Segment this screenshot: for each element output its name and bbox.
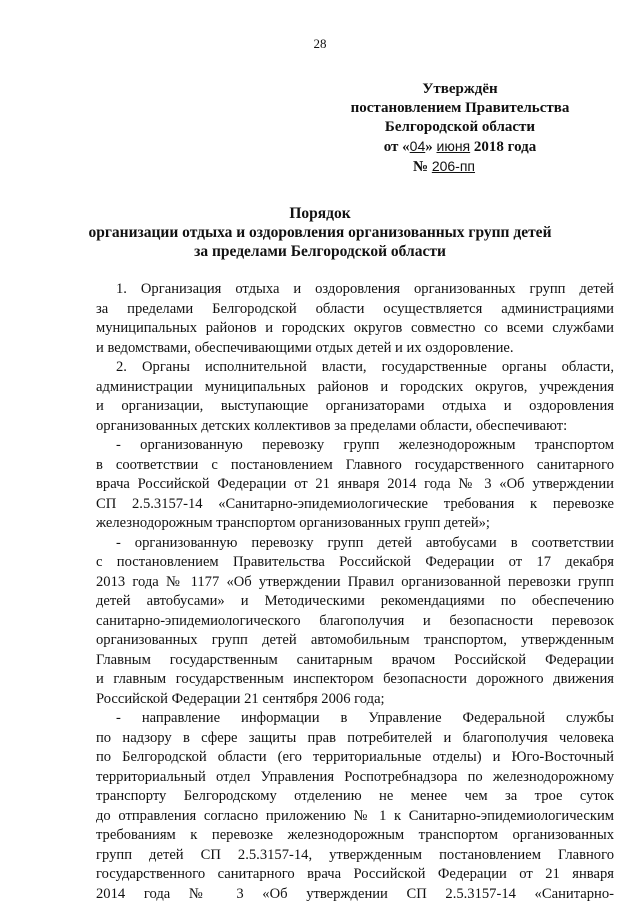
approval-date	[330, 137, 590, 157]
body-line: 2. Органы исполнительной власти, государственные органы области,	[116, 359, 614, 375]
title-line-1: Порядок	[289, 205, 351, 222]
body-line: требованиям к перевозке железнодорожным транспортом организованных	[96, 827, 614, 843]
date-year: 2018 года	[473, 139, 537, 155]
page-number: 28	[313, 36, 327, 51]
body-line: организованных детских коллективов за пределами области, обеспечивают:	[96, 417, 568, 434]
body-line: врача Российской Федерации от 21 января 2014 года № 3 «Об утверждении	[96, 476, 614, 492]
body-line: и ведомствами, обеспечивающими отдых детей и их оздоровление.	[96, 339, 514, 356]
approval-title: Утверждён	[422, 81, 498, 97]
body-line: по надзору в сфере защиты прав потребителей и благополучия человека	[96, 729, 614, 746]
body-line: 1. Организация отдыха и оздоровления организованных групп детей	[116, 281, 614, 297]
body-line: и организации, выступающие организаторами отдыха и оздоровления	[96, 398, 614, 414]
body-line: за пределами Белгородской области осуществляется администрациями	[96, 300, 614, 317]
body-line: с постановлением Правительства Российской Федерации от 17 декабря	[96, 554, 614, 570]
title-line-2: организации отдыха и оздоровления организованных групп детей	[88, 224, 552, 241]
body-line: до отправления согласно приложению № 1 к Санитарно-эпидемиологическим	[96, 807, 614, 824]
body-line: транспорту Белгородскому отделению не менее чем за трое суток	[96, 788, 614, 804]
date-prefix: от «	[383, 139, 410, 155]
body-line: администрации муниципальных районов и городских округов, учреждения	[96, 378, 614, 395]
body-line: муниципальных районов и городских округов совместно со всеми службами	[96, 320, 614, 336]
body-line: организованных групп детей автомобильным транспортом, утвержденным	[96, 632, 614, 648]
document-body	[96, 280, 614, 904]
body-line: - организованную перевозку групп железнодорожным транспортом	[116, 437, 614, 453]
date-month: июня	[436, 138, 471, 154]
body-line: Главным государственным санитарным врачом Российской Федерации	[96, 651, 614, 668]
body-line: 2014 года № 3 «Об утверждении СП 2.5.3157-14 «Санитарно-	[96, 885, 614, 902]
number-label: №	[413, 159, 429, 175]
body-line: - направление информации в Управление Федеральной службы	[116, 710, 614, 726]
body-line: Российской Федерации 21 сентября 2006 года;	[96, 690, 385, 707]
approval-line-3: Белгородской области	[384, 119, 536, 135]
number-value: 206-пп	[431, 158, 476, 174]
body-line: санитарно-эпидемиологического благополучия и безопасности перевозок	[96, 612, 614, 629]
body-line: 2013 года № 1177 «Об утверждении Правил организованной перевозки групп	[96, 573, 614, 590]
date-mid: »	[425, 139, 433, 155]
document-number	[413, 158, 475, 176]
body-line: железнодорожным транспортом организованных групп детей»;	[96, 515, 490, 531]
title-line-3: за пределами Белгородской области	[194, 243, 446, 260]
date-day: 04	[409, 138, 426, 154]
body-line: СП 2.5.3157-14 «Санитарно-эпидемиологические требования к перевозке	[96, 495, 614, 512]
body-line: в соответствии с постановлением Главного государственного санитарного	[96, 456, 614, 473]
body-line: и главным государственным инспектором безопасности дорожного движения	[96, 671, 614, 687]
approval-line-2: постановлением Правительства	[350, 100, 570, 116]
body-line: по Белгородской области (его территориальные отделы) и Юго-Восточный	[96, 749, 614, 765]
body-line: - организованную перевозку групп детей автобусами в соответствии	[116, 534, 614, 551]
body-line: групп детей СП 2.5.3157-14, утвержденным постановлением Главного	[96, 846, 614, 863]
body-line: государственного санитарного врача Российской Федерации от 21 января	[96, 866, 614, 882]
approval-block	[330, 80, 590, 157]
document-title	[80, 204, 560, 261]
body-line: территориальный отдел Управления Роспотребнадзора по железнодорожному	[96, 768, 614, 785]
body-line: детей автобусами» и Методическими рекомендациями по обеспечению	[96, 593, 614, 609]
